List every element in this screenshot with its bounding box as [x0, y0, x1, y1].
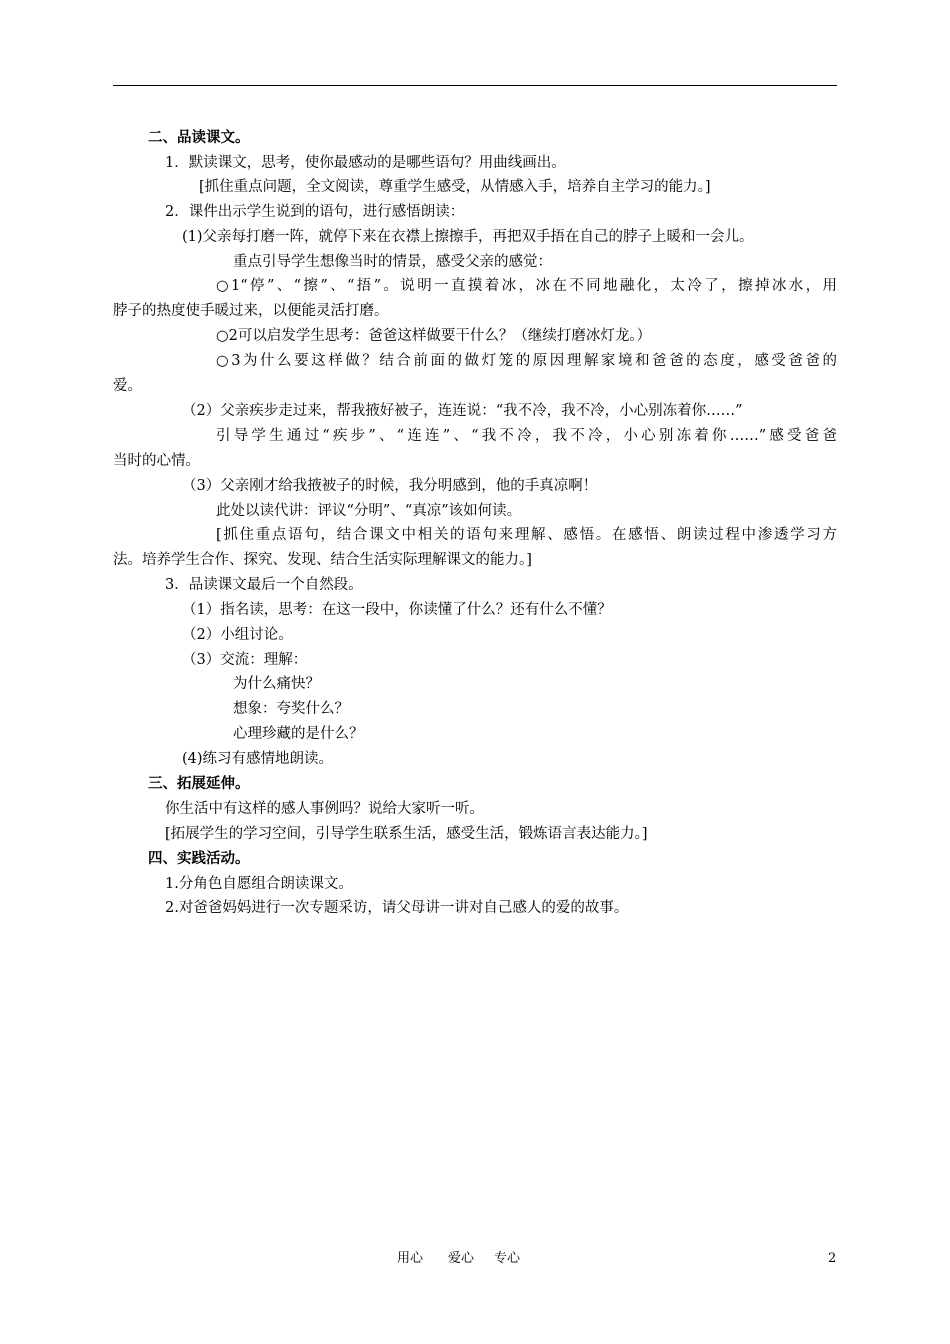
header-rule [113, 85, 837, 86]
page-number: 2 [828, 1251, 837, 1266]
paragraph-line: 爱。 [113, 378, 142, 394]
paragraph-line: 心理珍藏的是什么？ [233, 726, 364, 742]
paragraph-line: 1.分角色自愿组合朗读课文。 [165, 876, 353, 892]
paragraph-line: (4)练习有感情地朗读。 [182, 751, 334, 767]
paragraph-line: 引导学生通过“疾步”、“连连”、“我不冷，我不冷，小心别冻着你……”感受爸爸 [216, 428, 837, 444]
paragraph-line: 为什么痛快？ [233, 676, 320, 692]
paragraph-line: 2．课件出示学生说到的语句，进行感悟朗读： [165, 204, 465, 220]
paragraph-line: 2.对爸爸妈妈进行一次专题采访，请父母讲一讲对自己感人的爱的故事。 [165, 900, 629, 916]
paragraph-line: （2）小组讨论。 [182, 627, 293, 643]
paragraph-line: （3）父亲刚才给我掖被子的时候，我分明感到，他的手真凉啊！ [182, 478, 598, 494]
paragraph-line: [拓展学生的学习空间，引导学生联系生活，感受生活，锻炼语言表达能力。] [165, 826, 648, 842]
paragraph-line: [抓住重点语句，结合课文中相关的语句来理解、感悟。在感悟、朗读过程中渗透学习方 [216, 527, 837, 543]
paragraph-line: （1）指名读，思考：在这一段中，你读懂了什么？还有什么不懂？ [182, 602, 612, 618]
footer-motto-1: 用心 [397, 1251, 424, 1266]
paragraph-line: ○2可以启发学生思考：爸爸这样做要干什么？（继续打磨冰灯龙。） [216, 328, 652, 344]
section-heading-3: 三、拓展延伸。 [148, 775, 250, 792]
paragraph-line: ○1“停”、“擦”、“捂”。说明一直摸着冰，冰在不同地融化，太冷了，擦掉冰水，用 [216, 278, 837, 294]
paragraph-line: (1)父亲每打磨一阵，就停下来在衣襟上擦擦手，再把双手捂在自己的脖子上暖和一会儿。 [182, 229, 754, 245]
paragraph-line: 法。培养学生合作、探究、发现、结合生活实际理解课文的能力。] [113, 552, 532, 568]
paragraph-line: 1．默读课文，思考，使你最感动的是哪些语句？用曲线画出。 [165, 155, 566, 171]
paragraph-line: 3．品读课文最后一个自然段。 [165, 577, 363, 593]
section-heading-4: 四、实践活动。 [148, 850, 250, 867]
footer-motto-2: 爱心 [448, 1251, 475, 1266]
paragraph-line: 重点引导学生想像当时的情景，感受父亲的感觉： [233, 254, 552, 270]
paragraph-line: 想象：夸奖什么？ [233, 701, 349, 717]
paragraph-line: （2）父亲疾步走过来，帮我掖好被子，连连说：“我不冷，我不冷，小心别冻着你……” [182, 403, 743, 419]
section-heading-2: 二、品读课文。 [148, 129, 250, 146]
paragraph-line: 脖子的热度使手暖过来，以便能灵活打磨。 [113, 303, 389, 319]
paragraph-line: （3）交流：理解： [182, 652, 308, 668]
paragraph-line: 当时的心情。 [113, 453, 200, 469]
paragraph-line: 你生活中有这样的感人事例吗？说给大家听一听。 [165, 801, 484, 817]
paragraph-line: [抓住重点问题，全文阅读，尊重学生感受，从情感入手，培养自主学习的能力。] [199, 179, 711, 195]
footer-motto-3: 专心 [494, 1251, 521, 1266]
paragraph-line: ○3为什么要这样做？结合前面的做灯笼的原因理解家境和爸爸的态度，感受爸爸的 [216, 353, 837, 369]
paragraph-line: 此处以读代讲：评议“分明”、“真凉”该如何读。 [216, 503, 522, 519]
